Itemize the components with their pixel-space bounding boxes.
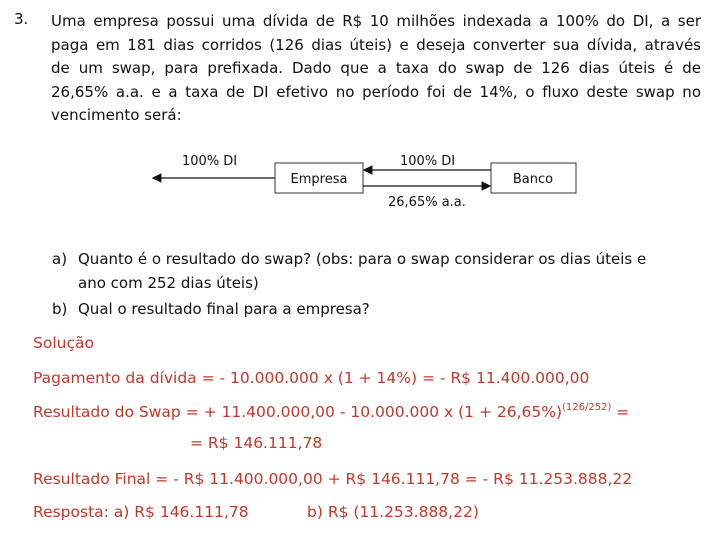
question-number: 3. <box>14 10 29 28</box>
empresa-label: Empresa <box>290 172 348 187</box>
solution-line <box>33 402 629 421</box>
swap-flow-diagram <box>150 145 590 220</box>
bottom-arrow-label: 26,65% a.a. <box>388 195 466 210</box>
question-line: 26,65% a.a. e a taxa de DI efetivo no período foi de 14%, o fluxo deste swap no <box>51 82 701 101</box>
answer-a: Resposta: a) R$ 146.111,78 <box>33 503 249 521</box>
question-text <box>51 10 701 128</box>
subquestion-text: Qual o resultado final para a empresa? <box>78 300 370 318</box>
answer-b: b) R$ (11.253.888,22) <box>307 503 479 521</box>
question-line: Uma empresa possui uma dívida de R$ 10 milhões indexada a 100% do DI, a ser <box>51 12 701 30</box>
subquestion-letter: b) <box>52 300 68 318</box>
question-line: vencimento será: <box>51 106 182 124</box>
solution-exponent: (126/252) <box>562 402 612 413</box>
subquestion-text: ano com 252 dias úteis) <box>78 273 259 292</box>
solution-line: Pagamento da dívida = - 10.000.000 x (1 + 14%) = - R$ 11.400.000,00 <box>33 369 590 387</box>
solution-line: Resultado Final = - R$ 11.400.000,00 + R$ 146.111,78 = - R$ 11.253.888,22 <box>33 470 633 488</box>
solution-heading: Solução <box>33 334 94 352</box>
subquestion-b <box>52 298 370 322</box>
subquestion-letter: a) <box>52 250 68 268</box>
solution-line: = R$ 146.111,78 <box>190 434 323 452</box>
left-arrow-label: 100% DI <box>182 154 238 169</box>
banco-label: Banco <box>512 172 554 187</box>
subquestion-a <box>52 248 646 295</box>
question-line: paga em 181 dias corridos (126 dias úteis) e deseja converter sua dívida, através <box>51 35 701 54</box>
subquestion-text: Quanto é o resultado do swap? (obs: para o swap considerar os dias úteis e <box>78 250 647 268</box>
top-arrow-label: 100% DI <box>400 154 456 169</box>
solution-line-main: Resultado do Swap = + 11.400.000,00 - 10.000.000 x (1 + 26,65%) <box>33 403 563 421</box>
solution-line-end: = <box>611 403 630 421</box>
question-line: de um swap, para prefixada. Dado que a taxa do swap de 126 dias úteis é de <box>51 59 701 77</box>
